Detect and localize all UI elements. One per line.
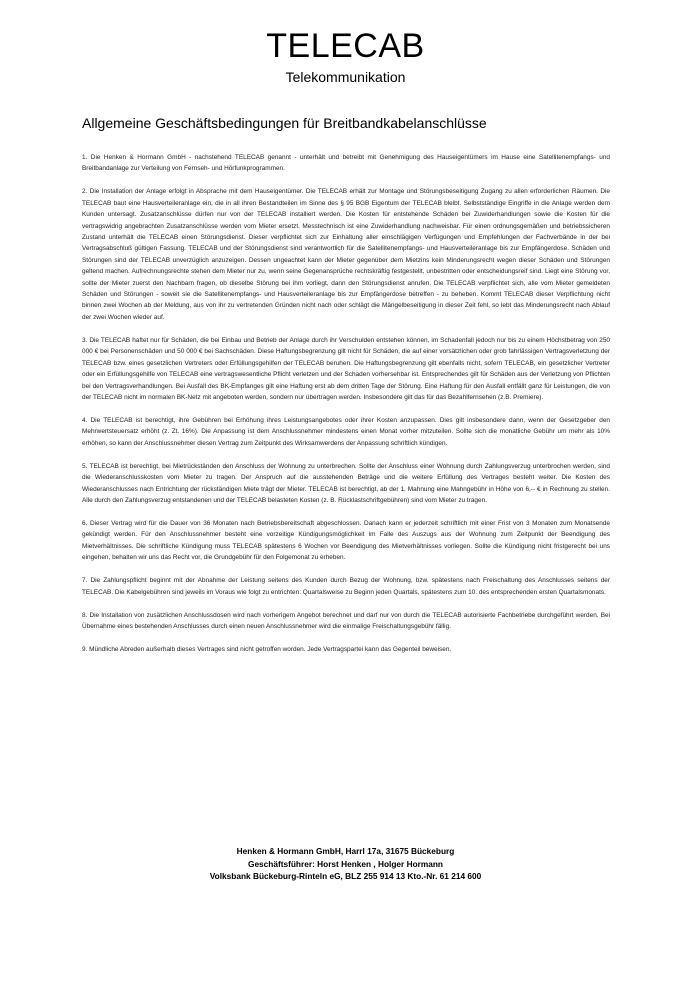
clause-7: 7. Die Zahlungspflicht beginnt mit der Abnahme der Leistung seitens des Kunden durch Bezug der Wohnung, bzw. spätestens nach Freischaltung des Anschlusses seitens der TELECAB. Die Kabelgebühren sind jeweils im Voraus wie folgt zu entrichten: Quartalsweise zu Beginn jeden Quartals, spätestens zum 10. des entsprechenden ersten Quartalsmonats. (82, 577, 610, 596)
document-title: Allgemeine Geschäftsbedingungen für Breitbandkabelanschlüsse (82, 115, 487, 131)
footer-address: Henken & Hormann GmbH, Harrl 17a, 31675 Bückeburg (236, 846, 455, 856)
footer-management: Geschäftsführer: Horst Henken , Holger Hormann (247, 858, 443, 869)
clause-4: 4. Die TELECAB ist berechtigt, ihre Gebühren bei Erhöhung ihres Leistungsangebotes oder ihrer Kosten anzupassen. Dies gilt insbesondere dann, wenn der Gesetzgeber den Mehrwertsteuersatz erhöht (z. Zt. 16%). Die Anpassung ist dem Anschlussnehmer mindestens einen Monat vorher mitzuteilen. Sollte sich die monatliche Gebühr um mehr als 10% erhöhen, so kann der Anschlussnehmer diesen Vertrag zum Zeitpunkt des Wirksamwerdens der Anpassung schriftlich kündigen. (82, 416, 610, 447)
company-logo-subtitle: Telekommunikation (285, 69, 406, 85)
clause-8: 8. Die Installation von zusätzlichen Anschlussdosen wird nach vorherigem Angebot berechnet und darf nur von durch die TELECAB autorisierte Fachbetriebe durchgeführt werden. Bei Übernahme eines bestehenden Anschlusses durch einen neuen Anschlussnehmer wird die einmalige Freischaltungsgebühr fällig. (82, 611, 610, 630)
clause-6: 6. Dieser Vertrag wird für die Dauer von 36 Monaten nach Betriebsbereitschaft abgeschlossen. Danach kann er jederzeit schriftlich mit einer Frist von 3 Monaten zum Monatsende gekündigt werden. Für den Anschlussnehmer besteht eine vorzeitige Kündigungsmöglichkeit im Falle des Auszugs aus der Wohnung zum Zeitpunkt der Beendigung des Mietverhältnisses. Die schriftliche Kündigung muss TELECAB spätestens 6 Wochen vor Beendigung des Mietverhältnisses vorliegen. Sollte die Kündigung nicht fristgerecht bei uns eingehen, behalten wir uns das Recht vor, die Grundgebühr für den Folgemonat zu erheben. (82, 519, 610, 562)
clause-5: 5. TELECAB ist berechtigt, bei Mietrückständen den Anschluss der Wohnung zu unterbrechen. Sollte der Anschluss einer Wohnung durch Zahlungsverzug unterbrochen werden, sind die Wiederanschlusskosten vom Mieter zu tragen. Der Anspruch auf die ausstehenden Beträge und die weitere Erfüllung des Vertrages besteht weiter. Die Kosten des Wiederanschlusses nach Entrichtung der rückständigen Miete trägt der Mieter. TELECAB ist berechtigt, ab der 1. Mahnung eine Mahngebühr in Höhe von 6,-- € in Rechnung zu stellen. Alle durch den Zahlungsverzug entstandenen und der TELECAB belasteten Kosten (z. B. Rücklastschriftgebühren) sind vom Mieter zu tragen. (82, 462, 610, 504)
clause-3: 3. Die TELECAB haftet nur für Schäden, die bei Einbau und Betrieb der Anlage durch ihr Verschulden entstehen können, im Schadenfall jedoch nur bis zu einem Höchstbetrag von 250 000 € bei Personenschäden und 50 000 € bei Sachschäden. Diese Haftungsbegrenzung gilt nicht für Schäden, die auf einer vorsätzlichen oder grob fahrlässigen Vertragsverletzung der TELECAB bzw. eines gesetzlichen Vertreters oder Erfüllungsgehilfen der TELECAB beruhen. Die Haftungsbegrenzung gilt ebenfalls nicht, sofern TELECAB, ein gesetzlicher Vertreter oder ein Erfüllungsgehilfe von TELECAB eine vertragswesentliche Pflicht verletzen und der Schaden vorhersehbar ist. Entsprechendes gilt für Schäden aus der Verletzung von Pflichten bei den Vertragsverhandlungen. Bei Ausfall des BK-Empfanges gilt eine Haftung erst ab dem dritten Tage der Störung. Eine Haftung für den Ausfall entfällt ganz für Leistungen, die von der TELECAB nicht im normalen BK-Netz mit angeboten werden, sondern nur übertragen werden. Insbesondere gilt das für das Bezahlfernsehen (z.B. Premiere). (82, 336, 610, 401)
company-footer (0, 845, 691, 883)
terms-body (82, 152, 610, 667)
company-logo-title: TELECAB (266, 27, 425, 65)
clause-1: 1. Die Henken & Hormann GmbH - nachstehend TELECAB genannt - unterhält und betreibt mit Genehmigung des Hauseigentümers im Hause eine Satellitenempfangs- und Breitbandanlage zur Verteilung von Fernseh- und Hörfunkprogrammen. (82, 154, 610, 173)
footer-bank-details: Volksbank Bückeburg-Rinteln eG, BLZ 255 914 13 Kto.-Nr. 61 214 600 (209, 871, 482, 881)
clause-2: 2. Die Installation der Anlage erfolgt in Absprache mit dem Hauseigentümer. Die TELECAB erhält zur Montage und Störungsbeseitigung Zugang zu allen erforderlichen Räumen. Die TELECAB baut eine Hausverteileranlage ein, die in all ihren Bestandteilen im Sinne des § 95 BGB Eigentum der TELECAB bleibt. Selbstständige Eingriffe in die Anlage werden dem Kunden untersagt. Zusatzanschlüsse dürfen nur von der TELECAB installiert werden. Die Kosten für entstehende Schäden bei Zuwiderhandlungen sowie die Kosten für die vertragswidrig angebrachten Zusatzanschlüsse werden vom Mieter ersetzt. Messtechnisch ist eine Zuwiderhandlung nachweisbar. Für einen ordnungsgemäßen und betriebssicheren Zustand unterhält die TELECAB einen Störungsdienst. Dieser verpflichtet sich zur Einhaltung aller einschlägigen Verfügungen und Empfehlungen der Fachverbände in der bei Vertragsabschluß gültigen Fassung. TELECAB und der Störungsdienst sind verantwortlich für die Satellitenempfangs- und Hausverteileranlage bis zur Empfängerdose. Schäden und Störungen sind der TELECAB unverzüglich anzuzeigen. Dessen ungeachtet kann der Mieter gegenüber dem Mietzins kein Minderungsrecht wegen dieser Schäden und Störungen geltend machen. Aufrechnungsrechte stehen dem Mieter nur zu, wenn seine Gegenansprüche rechtskräftig festgestellt, unbestritten oder entscheidungsreif sind. Liegt eine Störung vor, sollte der Mieter zuerst den Nachbarn fragen, ob dieselbe Störung bei ihm vorliegt, dann den Störungsdienst anrufen. Die TELECAB verpflichtet sich, alle vom Mieter gemeldeten Schäden und Störungen - soweit sie die Satellitenempfangs- und Hausverteileranlage bis zur Empfängerdose betreffen - zu beheben. Kommt TELECAB dieser Verpflichtung nicht binnen zwei Wochen ab der Meldung, aus von ihr zu vertretenden Gründen nicht nach oder schlägt die Mängelbeseitigung in dieser Zeit fehl, so lebt das Minderungsrecht nach Ablauf der zwei Wochen wieder auf. (82, 188, 610, 321)
clause-9: 9. Mündliche Abreden außerhalb dieses Vertrages sind nicht getroffen worden. Jede Vertragspartei kann das Gegenteil beweisen. (82, 645, 452, 653)
